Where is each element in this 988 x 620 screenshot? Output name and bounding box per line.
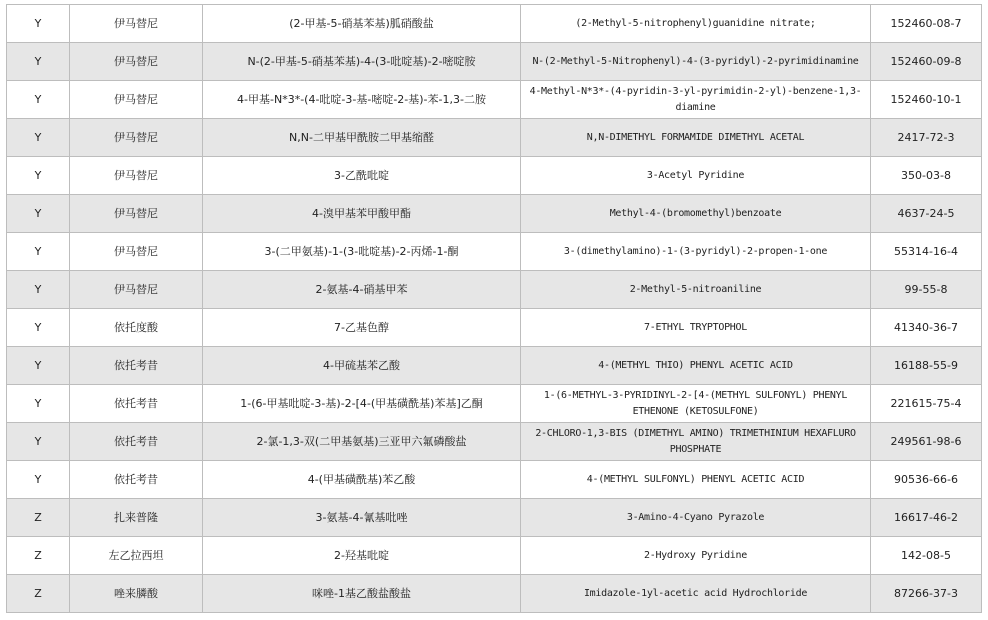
cell-cas-number: 152460-09-8 (871, 43, 982, 81)
cell-drug-name: 伊马替尼 (70, 157, 203, 195)
table-row (7, 233, 982, 271)
cell-english-name: 3-Amino-4-Cyano Pyrazole (521, 499, 871, 537)
cell-flag: Y (7, 347, 70, 385)
cell-chinese-name: 2-氨基-4-硝基甲苯 (203, 271, 521, 309)
cell-english-name: 4-(METHYL THIO) PHENYL ACETIC ACID (521, 347, 871, 385)
cell-english-name: 2-Methyl-5-nitroaniline (521, 271, 871, 309)
cell-flag: Z (7, 537, 70, 575)
cell-flag: Y (7, 309, 70, 347)
cell-flag: Y (7, 43, 70, 81)
table-container (6, 4, 981, 613)
cell-english-name: 2-CHLORO-1,3-BIS (DIMETHYL AMINO) TRIMETHINIUM HEXAFLURO PHOSPHATE (521, 423, 871, 461)
cell-cas-number: 90536-66-6 (871, 461, 982, 499)
table-row (7, 195, 982, 233)
cell-cas-number: 16188-55-9 (871, 347, 982, 385)
cell-chinese-name: 4-(甲基磺酰基)苯乙酸 (203, 461, 521, 499)
cell-drug-name: 依托考昔 (70, 385, 203, 423)
cell-cas-number: 55314-16-4 (871, 233, 982, 271)
table-row (7, 499, 982, 537)
cell-flag: Z (7, 575, 70, 613)
table-row (7, 81, 982, 119)
cell-flag: Y (7, 119, 70, 157)
cell-chinese-name: 2-氯-1,3-双(二甲基氨基)三亚甲六氟磷酸盐 (203, 423, 521, 461)
cell-cas-number: 142-08-5 (871, 537, 982, 575)
cell-cas-number: 152460-08-7 (871, 5, 982, 43)
cell-cas-number: 87266-37-3 (871, 575, 982, 613)
cell-drug-name: 伊马替尼 (70, 271, 203, 309)
cell-drug-name: 左乙拉西坦 (70, 537, 203, 575)
cell-english-name: 1-(6-METHYL-3-PYRIDINYL-2-[4-(METHYL SULFONYL) PHENYL ETHENONE (KETOSULFONE) (521, 385, 871, 423)
cell-chinese-name: (2-甲基-5-硝基苯基)胍硝酸盐 (203, 5, 521, 43)
cell-english-name: Methyl-4-(bromomethyl)benzoate (521, 195, 871, 233)
cell-drug-name: 伊马替尼 (70, 233, 203, 271)
cell-cas-number: 99-55-8 (871, 271, 982, 309)
cell-chinese-name: N,N-二甲基甲酰胺二甲基缩醛 (203, 119, 521, 157)
cell-cas-number: 2417-72-3 (871, 119, 982, 157)
cell-english-name: (2-Methyl-5-nitrophenyl)guanidine nitrate; (521, 5, 871, 43)
cell-chinese-name: 4-甲基-N*3*-(4-吡啶-3-基-嘧啶-2-基)-苯-1,3-二胺 (203, 81, 521, 119)
table-row (7, 347, 982, 385)
cell-english-name: N-(2-Methyl-5-Nitrophenyl)-4-(3-pyridyl)-2-pyrimidinamine (521, 43, 871, 81)
cell-chinese-name: 3-(二甲氨基)-1-(3-吡啶基)-2-丙烯-1-酮 (203, 233, 521, 271)
cell-flag: Y (7, 423, 70, 461)
cell-cas-number: 350-03-8 (871, 157, 982, 195)
table-row (7, 5, 982, 43)
cell-drug-name: 依托考昔 (70, 461, 203, 499)
cell-flag: Y (7, 195, 70, 233)
cell-english-name: 4-Methyl-N*3*-(4-pyridin-3-yl-pyrimidin-2-yl)-benzene-1,3-diamine (521, 81, 871, 119)
cell-english-name: 4-(METHYL SULFONYL) PHENYL ACETIC ACID (521, 461, 871, 499)
cell-chinese-name: 4-甲硫基苯乙酸 (203, 347, 521, 385)
cell-flag: Y (7, 461, 70, 499)
cell-chinese-name: 4-溴甲基苯甲酸甲酯 (203, 195, 521, 233)
cell-drug-name: 依托考昔 (70, 423, 203, 461)
cell-drug-name: 伊马替尼 (70, 195, 203, 233)
cell-drug-name: 伊马替尼 (70, 81, 203, 119)
cell-english-name: 3-Acetyl Pyridine (521, 157, 871, 195)
table-row (7, 423, 982, 461)
table-row (7, 157, 982, 195)
cell-english-name: 3-(dimethylamino)-1-(3-pyridyl)-2-propen-1-one (521, 233, 871, 271)
cell-chinese-name: N-(2-甲基-5-硝基苯基)-4-(3-吡啶基)-2-嘧啶胺 (203, 43, 521, 81)
table-row (7, 271, 982, 309)
cell-flag: Y (7, 233, 70, 271)
cell-english-name: 7-ETHYL TRYPTOPHOL (521, 309, 871, 347)
cell-flag: Y (7, 271, 70, 309)
cell-cas-number: 152460-10-1 (871, 81, 982, 119)
cell-english-name: N,N-DIMETHYL FORMAMIDE DIMETHYL ACETAL (521, 119, 871, 157)
cell-drug-name: 伊马替尼 (70, 5, 203, 43)
table-row (7, 119, 982, 157)
cell-cas-number: 249561-98-6 (871, 423, 982, 461)
cell-drug-name: 依托考昔 (70, 347, 203, 385)
cell-english-name: Imidazole-1yl-acetic acid Hydrochloride (521, 575, 871, 613)
cell-english-name: 2-Hydroxy Pyridine (521, 537, 871, 575)
cell-flag: Y (7, 5, 70, 43)
table-row (7, 309, 982, 347)
cell-drug-name: 伊马替尼 (70, 119, 203, 157)
cell-flag: Y (7, 385, 70, 423)
cell-drug-name: 扎来普隆 (70, 499, 203, 537)
cell-chinese-name: 1-(6-甲基吡啶-3-基)-2-[4-(甲基磺酰基)苯基]乙酮 (203, 385, 521, 423)
cell-flag: Z (7, 499, 70, 537)
cell-drug-name: 唑来膦酸 (70, 575, 203, 613)
cell-cas-number: 41340-36-7 (871, 309, 982, 347)
table-row (7, 43, 982, 81)
table-body (7, 5, 982, 613)
table-row (7, 575, 982, 613)
cell-chinese-name: 3-乙酰吡啶 (203, 157, 521, 195)
cell-chinese-name: 3-氨基-4-氰基吡唑 (203, 499, 521, 537)
chemical-intermediates-table (6, 4, 982, 613)
cell-drug-name: 依托度酸 (70, 309, 203, 347)
cell-chinese-name: 7-乙基色醇 (203, 309, 521, 347)
cell-cas-number: 4637-24-5 (871, 195, 982, 233)
cell-drug-name: 伊马替尼 (70, 43, 203, 81)
cell-flag: Y (7, 81, 70, 119)
cell-cas-number: 16617-46-2 (871, 499, 982, 537)
table-row (7, 537, 982, 575)
cell-cas-number: 221615-75-4 (871, 385, 982, 423)
cell-chinese-name: 2-羟基吡啶 (203, 537, 521, 575)
table-row (7, 385, 982, 423)
cell-chinese-name: 咪唑-1基乙酸盐酸盐 (203, 575, 521, 613)
table-row (7, 461, 982, 499)
cell-flag: Y (7, 157, 70, 195)
